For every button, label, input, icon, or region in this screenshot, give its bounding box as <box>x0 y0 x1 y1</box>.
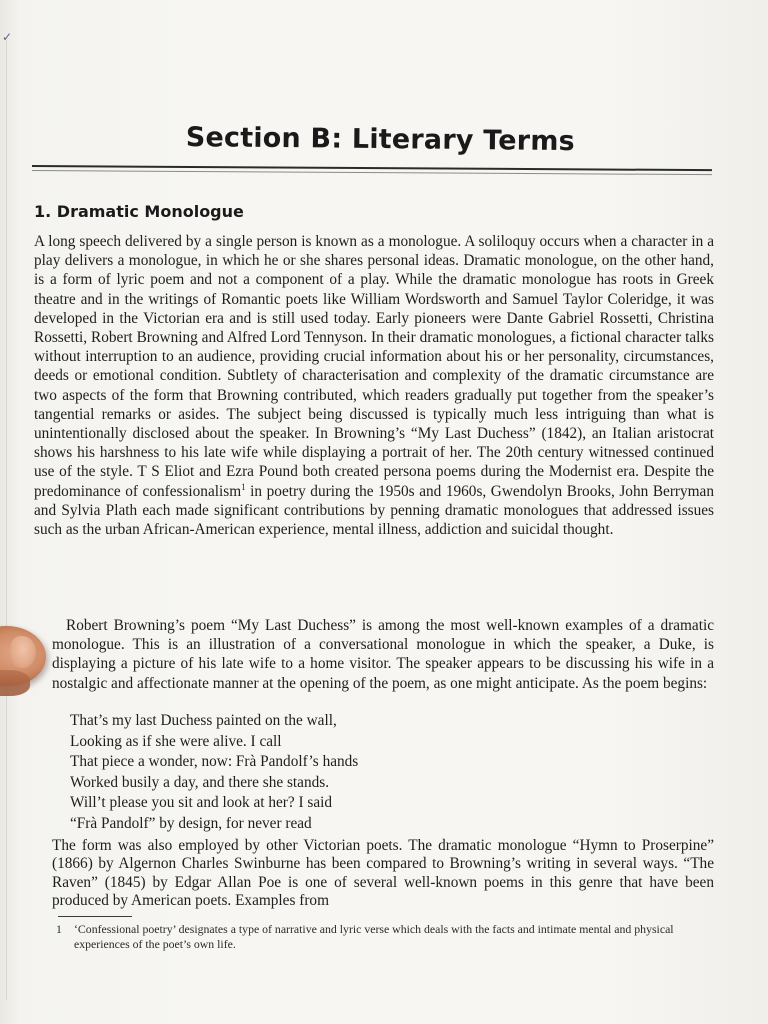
footnote-reference: 1 <box>241 481 246 492</box>
thumbnail-nail-artifact <box>10 636 36 668</box>
thumb-shadow-artifact <box>0 670 30 696</box>
footnote-number: 1 <box>56 922 62 936</box>
poem-line: Will’t please you sit and look at her? I said <box>70 794 333 812</box>
paragraph-3: The form was also employed by other Victorian poets. The dramatic monologue “Hymn to Proserpine” (1866) by Algernon Charles Swinburne has been compared to Browning’s writing in several ways. “The Raven” (1845) by Edgar Allan Poe is one of several well-known poems in this genre that have been produced by American poets. Examples from <box>52 837 714 910</box>
paragraph-1-text-a: A long speech delivered by a single person is known as a monologue. A soliloquy occurs when a character in a play delivers a monologue, in which he or she shares personal ideas. Dramatic monologue, on the other hand, is a form of lyric poem and not a component of a play. While the dramatic monologue has roots in Greek theatre and in the writings of Romantic poets like William Wordsworth and Samuel Taylor Coleridge, it was developed in the Victorian era and is still used today. Early pioneers were Dante Gabriel Rossetti, Christina Rossetti, Robert Browning and Alfred Lord Tennyson. In their dramatic monologues, a fictional character talks without interruption to an audience, providing crucial information about his or her personality, circumstances, deeds or emotional condition. Subtlety of characterisation and complexity of the dramatic circumstance are two aspects of the form that Browning contributed, which readers gradually put together from the speaker’s tangential remarks or asides. The subject being discussed is typically much less intriguing than what is unintentionally disclosed about the speaker. In Browning’s “My Last Duchess” (1842), an Italian aristocrat shows his harshness to his late wife while displaying a portrait of her. The 20th century witnessed continued use of the style. T S Eliot and Ezra Pound both created persona poems during the Modernist era. Despite the predominance of confessionalism <box>34 233 714 500</box>
footnote-divider <box>58 916 132 917</box>
footnote <box>56 922 716 951</box>
corner-check-mark: ✓ <box>2 30 13 44</box>
footnote-text: ‘Confessional poetry’ designates a type of narrative and lyric verse which deals with the facts and intimate mental and physical experiences of the poet’s own life. <box>74 922 674 951</box>
poem-excerpt <box>70 711 570 835</box>
poem-line: Worked busily a day, and there she stands. <box>70 773 330 791</box>
poem-line: That’s my last Duchess painted on the wall, <box>70 712 337 729</box>
poem-line: That piece a wonder, now: Frà Pandolf’s hands <box>70 753 359 771</box>
paragraph-2 <box>52 616 714 693</box>
page-binding-edge <box>6 40 7 1000</box>
poem-line: Looking as if she were alive. I call <box>70 732 282 750</box>
paragraph-1-text-b: in poetry during the 1950s and 1960s, Gwendolyn Brooks, John Berryman and Sylvia Plath each made significant contributions by penning dramatic monologues that addressed issues such as the urban African-American experience, mental illness, addiction and suicidal thought. <box>34 482 714 539</box>
paragraph-2-text: Robert Browning’s poem “My Last Duchess” is among the most well-known examples of a dramatic monologue. This is an illustration of a conversational monologue in which the speaker, a Duke, is displaying a picture of his late wife to a home visitor. The speaker appears to be discussing his wife in a nostalgic and affectionate manner at the opening of the poem, as one might anticipate. As the poem begins: <box>52 617 714 692</box>
paragraph-1 <box>34 232 714 539</box>
poem-line: “Frà Pandolf” by design, for never read <box>70 814 312 832</box>
subheading-dramatic-monologue: 1. Dramatic Monologue <box>34 202 244 221</box>
title-underline-thin <box>32 170 712 175</box>
section-title: Section B: Literary Terms <box>185 122 576 158</box>
